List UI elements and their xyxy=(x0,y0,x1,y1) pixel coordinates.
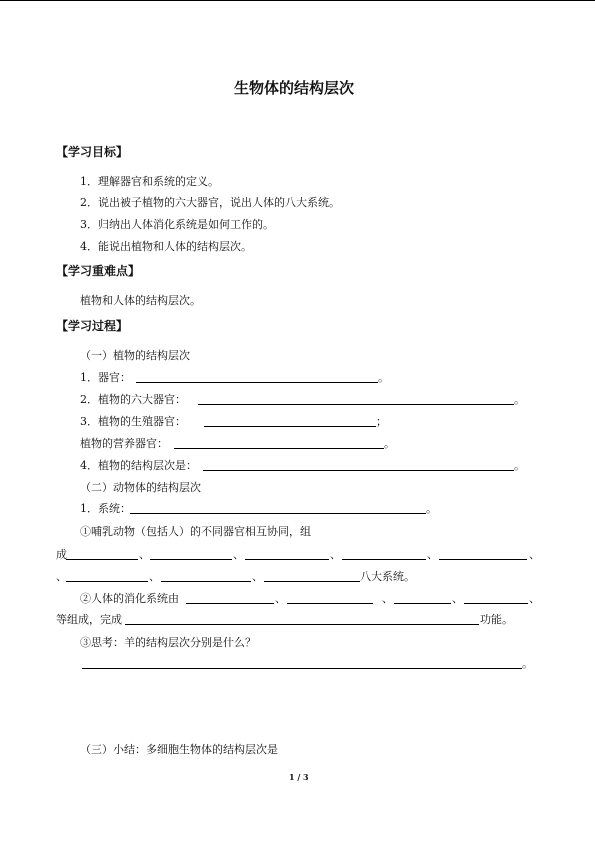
plant-heading: （一）植物的结构层次 xyxy=(80,349,190,362)
objective-item-2: 2．说出被子植物的六大器官，说出人体的八大系统。 xyxy=(80,196,340,209)
plant-q4-label: 4．植物的结构层次是： xyxy=(80,459,197,472)
comma: 、 xyxy=(139,548,150,561)
blank-line xyxy=(264,581,360,582)
blank-line xyxy=(439,559,527,560)
key-points-heading: 【学习重难点】 xyxy=(56,264,141,278)
comma: 、 xyxy=(275,592,286,605)
animal-q3-text: 等组成，完成 xyxy=(56,613,122,626)
blank-line xyxy=(125,624,479,625)
animal-q1-label: 1．系统： xyxy=(80,502,131,515)
comma: 、 xyxy=(529,548,540,561)
animal-q2-suffix: 八大系统。 xyxy=(360,570,415,583)
animal-q4-text: ③思考：羊的结构层次分别是什么？ xyxy=(80,636,256,649)
comma: 、 xyxy=(427,548,438,561)
blank-line xyxy=(130,513,426,514)
period: 。 xyxy=(426,502,437,515)
blank-line xyxy=(66,559,138,560)
plant-q1-label: 1．器官： xyxy=(80,371,131,384)
objective-item-1: 1．理解器官和系统的定义。 xyxy=(80,175,219,188)
key-points-text: 植物和人体的结构层次。 xyxy=(80,294,201,307)
comma: 、 xyxy=(149,570,160,583)
animal-q2-prefix: 成 xyxy=(56,548,67,561)
process-heading: 【学习过程】 xyxy=(56,319,129,333)
animal-q3-suffix: 功能。 xyxy=(480,613,513,626)
comma: 、 xyxy=(529,592,540,605)
page-title: 生物体的结构层次 xyxy=(234,79,355,97)
period: 。 xyxy=(522,657,533,670)
blank-line xyxy=(186,603,274,604)
comma: 、 xyxy=(233,548,244,561)
blank-line xyxy=(394,603,451,604)
comma: 、 xyxy=(330,548,341,561)
comma: 、 xyxy=(56,570,67,583)
animal-heading: （二）动物体的结构层次 xyxy=(80,481,201,494)
blank-line xyxy=(150,559,232,560)
comma: 、 xyxy=(252,570,263,583)
plant-q3-label: 3．植物的生殖器官： xyxy=(80,415,186,428)
top-border xyxy=(0,0,595,1)
blank-line xyxy=(198,404,514,405)
objective-item-3: 3．归纳出人体消化系统是如何工作的。 xyxy=(80,218,274,231)
blank-line xyxy=(82,668,522,669)
period: 。 xyxy=(384,437,395,450)
blank-line xyxy=(174,448,384,449)
plant-q3b-label: 植物的营养器官： xyxy=(80,437,168,450)
summary-text: （三）小结：多细胞生物体的结构层次是 xyxy=(80,743,278,756)
period: 。 xyxy=(378,371,389,384)
period: 。 xyxy=(514,459,525,472)
blank-line xyxy=(287,603,373,604)
animal-q2-text: ①哺乳动物（包括人）的不同器官相互协同，组 xyxy=(80,525,311,538)
plant-q2-label: 2．植物的六大器官： xyxy=(80,393,186,406)
blank-line xyxy=(245,559,329,560)
comma: 、 xyxy=(382,592,393,605)
blank-line xyxy=(464,603,528,604)
animal-q3-label: ②人体的消化系统由 xyxy=(80,592,179,605)
period: 。 xyxy=(514,393,525,406)
objective-item-4: 4．能说出植物和人体的结构层次。 xyxy=(80,240,252,253)
blank-line xyxy=(136,382,378,383)
objectives-heading: 【学习目标】 xyxy=(56,145,129,159)
blank-line xyxy=(203,470,514,471)
blank-line xyxy=(161,581,251,582)
blank-line xyxy=(66,581,148,582)
page-number: 1 / 3 xyxy=(289,772,309,782)
blank-line xyxy=(204,426,376,427)
semicolon: ； xyxy=(376,415,387,428)
blank-line xyxy=(342,559,426,560)
comma: 、 xyxy=(452,592,463,605)
